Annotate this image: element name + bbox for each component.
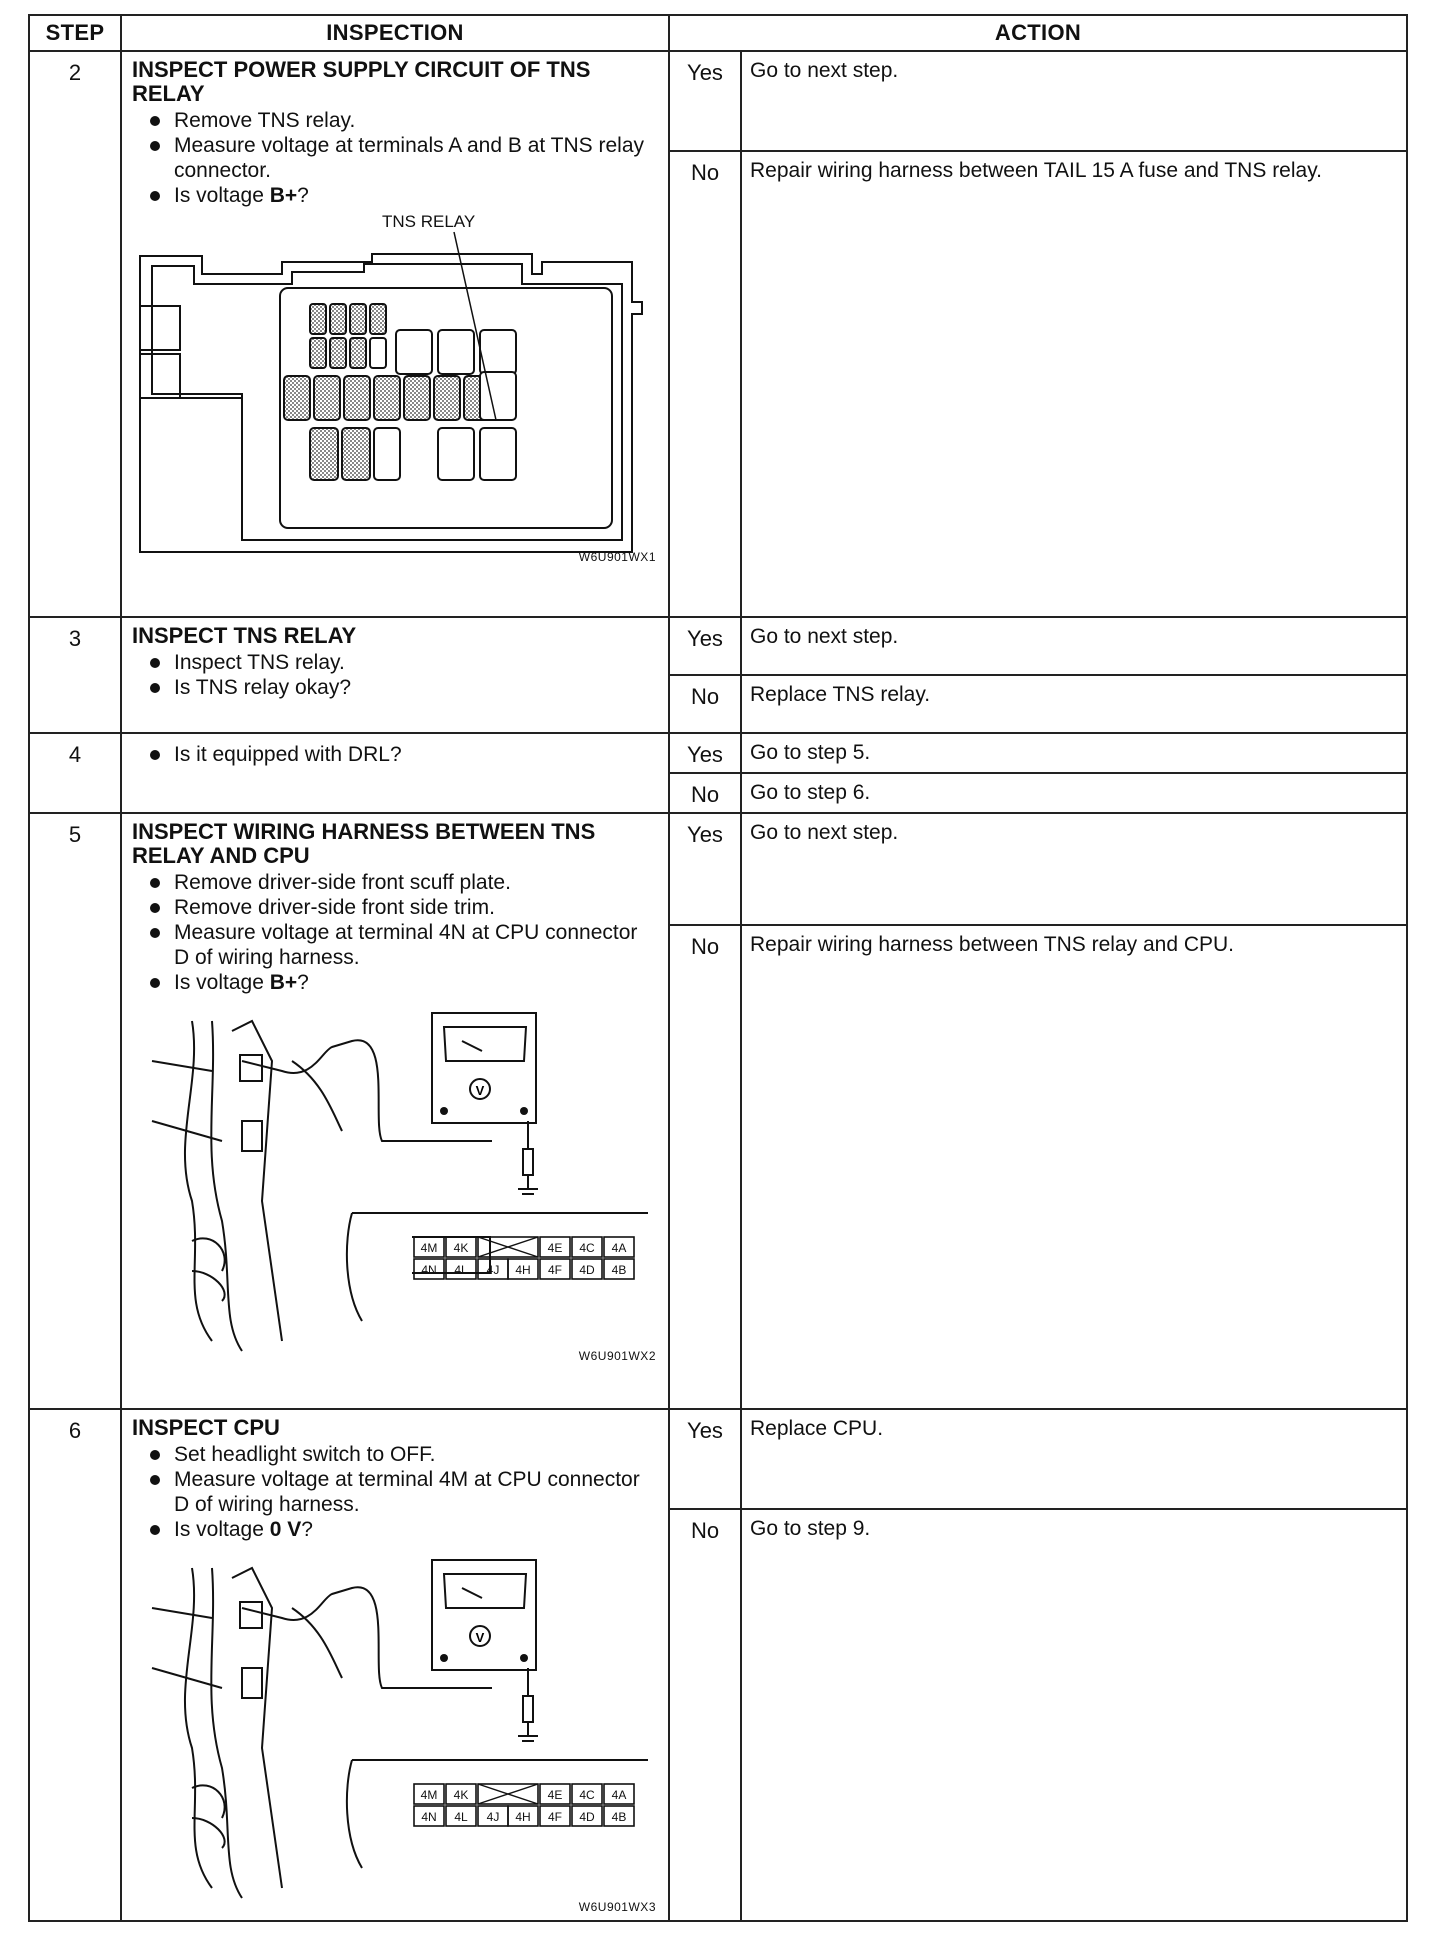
header-action: ACTION [669,15,1407,51]
pin-label: 4E [547,1788,563,1802]
bullet-question [148,1517,658,1542]
step-title: INSPECT WIRING HARNESS BETWEEN TNS RELAY AND CPU [132,819,596,868]
step-number: 3 [29,617,121,733]
bullet: Set headlight switch to OFF. [148,1442,658,1467]
pin-label: 4H [515,1810,531,1824]
bullet: Remove driver-side front side trim. [148,895,658,920]
step-title: INSPECT POWER SUPPLY CIRCUIT OF TNS RELAY [132,57,591,106]
question-mark: ? [301,1518,313,1541]
step-title: INSPECT TNS RELAY [132,623,357,648]
question-text: Is voltage [174,971,270,994]
bullet: Remove TNS relay. [148,108,658,133]
cpu-connector-diagram [132,1548,660,1914]
inspection-table [28,14,1408,1922]
procedure-sheet [28,14,1408,1920]
result-no: No [669,151,741,617]
figure-code: W6U901WX3 [578,1900,656,1914]
figure-code: W6U901WX1 [578,550,656,564]
pin-label: 4D [579,1263,595,1277]
pin-label: 4J [486,1263,500,1277]
step-number: 5 [29,813,121,1409]
pin-label: 4M [420,1241,438,1255]
question-mark: ? [297,184,309,207]
action-no: Replace TNS relay. [741,675,1407,733]
action-yes: Go to next step. [741,617,1407,675]
table-row [29,51,1407,151]
result-yes: Yes [669,617,741,675]
voltmeter-illustration [132,1001,660,1363]
result-yes: Yes [669,1409,741,1509]
step-number: 4 [29,733,121,813]
voltmeter-symbol: V [475,1083,485,1098]
bullet: Inspect TNS relay. [148,650,658,675]
bullet: Measure voltage at terminal 4M at CPU connector D of wiring harness. [148,1467,658,1517]
header-inspection: INSPECTION [121,15,669,51]
question-text: Is voltage [174,184,270,207]
inspection-cell [121,617,669,733]
pin-label: 4H [515,1263,531,1277]
pin-label: 4B [611,1263,627,1277]
header-step: STEP [29,15,121,51]
question-mark: ? [297,971,309,994]
voltmeter-illustration [132,1548,660,1914]
question-value: B+ [269,971,298,994]
action-yes: Go to next step. [741,813,1407,925]
pin-label: 4L [454,1263,468,1277]
result-no: No [669,773,741,813]
action-no: Go to step 9. [741,1509,1407,1921]
pin-label: 4C [579,1788,595,1802]
result-yes: Yes [669,813,741,925]
bullet: Is TNS relay okay? [148,675,658,700]
pin-label: 4E [547,1241,563,1255]
bullet-question [148,183,658,208]
result-yes: Yes [669,51,741,151]
step-title: INSPECT CPU [132,1415,280,1440]
pin-label: 4F [547,1263,563,1277]
pin-label: 4N [421,1263,437,1277]
pin-label: 4L [454,1810,468,1824]
action-no: Go to step 6. [741,773,1407,813]
inspection-cell [121,813,669,1409]
figure-code: W6U901WX2 [578,1349,656,1363]
pin-label: 4K [453,1788,469,1802]
action-yes: Replace CPU. [741,1409,1407,1509]
table-row [29,1409,1407,1509]
pin-label: 4J [486,1810,500,1824]
pin-label: 4K [453,1241,469,1255]
cpu-connector-diagram [132,1001,660,1363]
step-number: 2 [29,51,121,617]
bullet: Remove driver-side front scuff plate. [148,870,658,895]
voltmeter-symbol: V [475,1630,485,1645]
pin-label: 4A [611,1241,627,1255]
table-row [29,617,1407,675]
result-yes: Yes [669,733,741,773]
inspection-cell [121,1409,669,1921]
result-no: No [669,675,741,733]
inspection-cell [121,51,669,617]
action-yes: Go to next step. [741,51,1407,151]
table-row [29,733,1407,773]
result-no: No [669,1509,741,1921]
question-value: B+ [269,184,298,207]
bullet: Measure voltage at terminals A and B at TNS relay connector. [148,133,658,183]
action-yes: Go to step 5. [741,733,1407,773]
question-text: Is voltage [174,1518,270,1541]
action-no: Repair wiring harness between TAIL 15 A fuse and TNS relay. [741,151,1407,617]
fuse-block-illustration [132,214,660,564]
pin-label: 4M [420,1788,438,1802]
table-header-row [29,15,1407,51]
bullet-question [148,970,658,995]
bullet: Is it equipped with DRL? [148,742,658,767]
action-no: Repair wiring harness between TNS relay and CPU. [741,925,1407,1409]
pin-label: 4N [421,1810,437,1824]
pin-label: 4B [611,1810,627,1824]
figure-label: TNS RELAY [382,212,476,231]
step-number: 6 [29,1409,121,1921]
pin-label: 4D [579,1810,595,1824]
question-value: 0 V [269,1518,302,1541]
table-row [29,813,1407,925]
inspection-cell [121,733,669,813]
fuse-block-diagram [132,214,660,564]
pin-label: 4C [579,1241,595,1255]
pin-label: 4F [547,1810,563,1824]
bullet: Measure voltage at terminal 4N at CPU connector D of wiring harness. [148,920,658,970]
result-no: No [669,925,741,1409]
pin-label: 4A [611,1788,627,1802]
